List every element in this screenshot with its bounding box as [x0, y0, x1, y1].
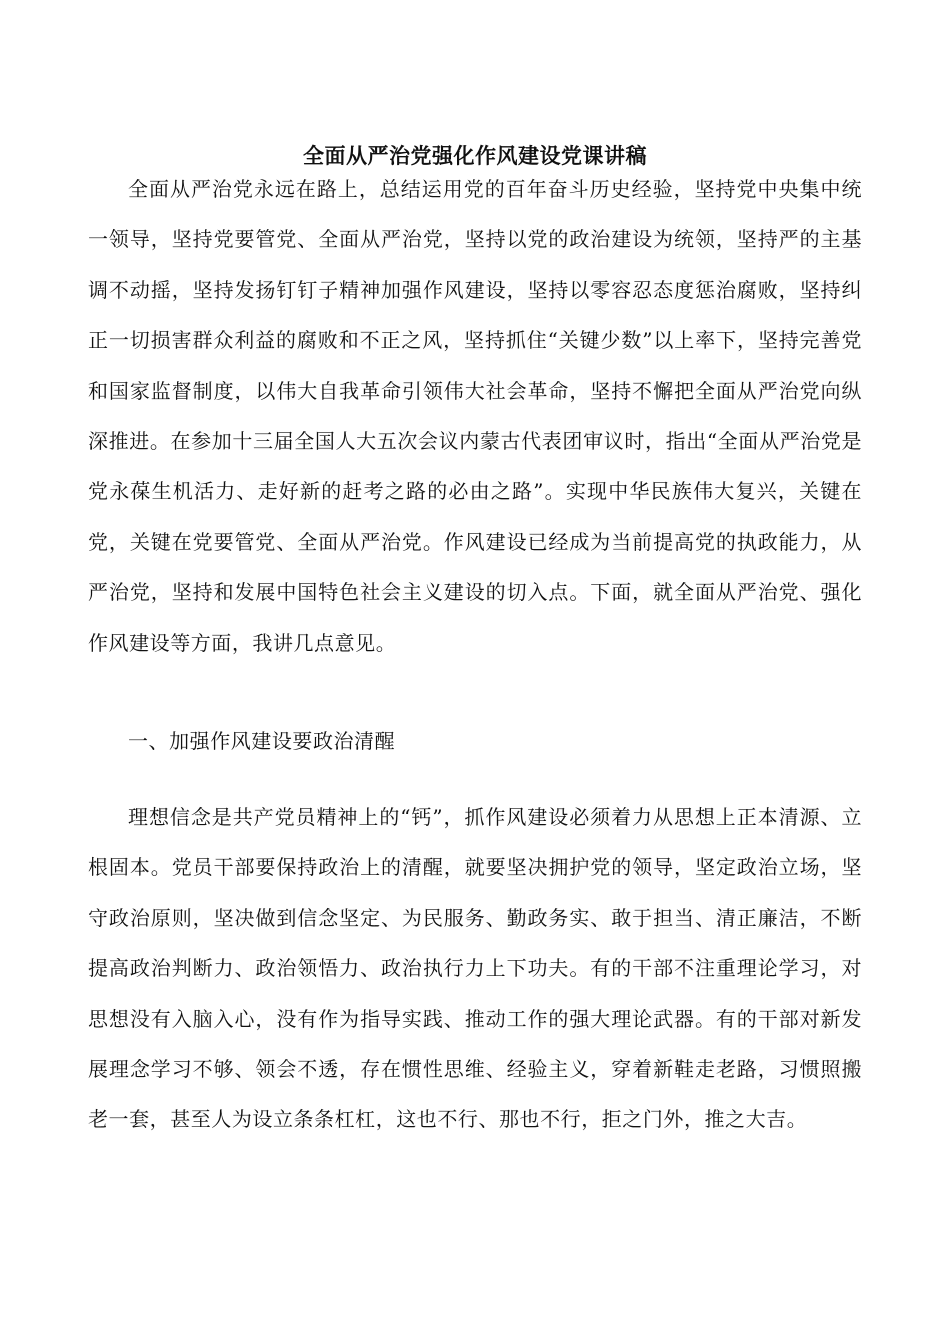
- document-title: 全面从严治党强化作风建设党课讲稿: [303, 143, 647, 168]
- section-1-paragraph: 理想信念是共产党员精神上的“钙”，抓作风建设必须着力从思想上正本清源、立根固本。党员干部要保持政治上的清醒，就要坚决拥护党的领导，坚定政治立场，坚守政治原则，坚决做到信念坚定、为民服务、勤政务实、敢于担当、清正廉洁，不断提高政治判断力、政治领悟力、政治执行力上下功夫。有的干部不注重理论学习，对思想没有入脑入心，没有作为指导实践、推动工作的强大理论武器。有的干部对新发展理念学习不够、领会不透，存在惯性思维、经验主义，穿着新鞋走老路，习惯照搬老一套，甚至人为设立条条杠杠，这也不行、那也不行，拒之门外，推之大吉。: [88, 805, 862, 1132]
- intro-paragraph: 全面从严治党永远在路上，总结运用党的百年奋斗历史经验，坚持党中央集中统一领导，坚持党要管党、全面从严治党，坚持以党的政治建设为统领，坚持严的主基调不动摇，坚持发扬钉钉子精神加强作风建设，坚持以零容忍态度惩治腐败，坚持纠正一切损害群众利益的腐败和不正之风，坚持抓住“关键少数”以上率下，坚持完善党和国家监督制度，以伟大自我革命引领伟大社会革命，坚持不懈把全面从严治党向纵深推进。在参加十三届全国人大五次会议内蒙古代表团审议时，指出“全面从严治党是党永葆生机活力、走好新的赶考之路的必由之路”。实现中华民族伟大复兴，关键在党，关键在党要管党、全面从严治党。作风建设已经成为当前提高党的执政能力，从严治党，坚持和发展中国特色社会主义建设的切入点。下面，就全面从严治党、强化作风建设等方面，我讲几点意见。: [88, 177, 862, 655]
- section-heading-1: 一、加强作风建设要政治清醒: [128, 729, 396, 753]
